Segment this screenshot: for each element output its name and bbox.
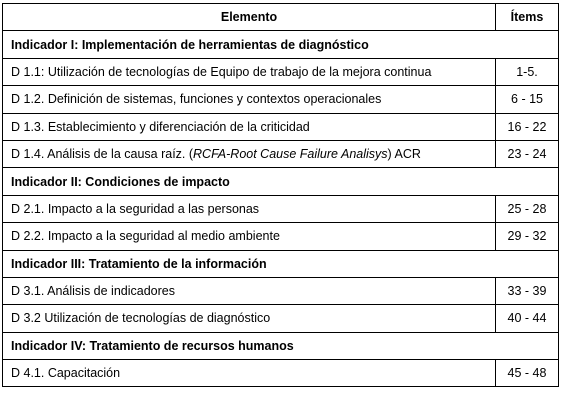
table-row xyxy=(3,195,559,222)
indicator-title: Indicador IV: Tratamiento de recursos humanos xyxy=(3,332,559,359)
indicator-row xyxy=(3,168,559,195)
indicator-row xyxy=(3,250,559,277)
row-elemento: D 2.1. Impacto a la seguridad a las personas xyxy=(3,195,496,222)
row-elemento: D 1.1: Utilización de tecnologías de Equipo de trabajo de la mejora continua xyxy=(3,58,496,85)
table-row xyxy=(3,360,559,387)
row-items: 1-5. xyxy=(496,58,559,85)
row-elemento: D 4.1. Capacitación xyxy=(3,360,496,387)
table-row xyxy=(3,305,559,332)
header-row xyxy=(3,4,559,31)
header-items: Ítems xyxy=(496,4,559,31)
header-elemento: Elemento xyxy=(3,4,496,31)
indicator-row xyxy=(3,31,559,58)
indicator-row xyxy=(3,332,559,359)
row-elemento-prefix: D 1.4. Análisis de la causa raíz. ( xyxy=(11,147,194,162)
row-items: 25 - 28 xyxy=(496,195,559,222)
row-elemento: D 2.2. Impacto a la seguridad al medio ambiente xyxy=(3,223,496,250)
row-elemento: D 1.3. Establecimiento y diferenciación de la criticidad xyxy=(3,113,496,140)
table-row xyxy=(3,86,559,113)
table-row xyxy=(3,277,559,304)
row-elemento-suffix: ) ACR xyxy=(387,147,421,162)
row-items: 40 - 44 xyxy=(496,305,559,332)
row-items: 23 - 24 xyxy=(496,140,559,167)
table-row xyxy=(3,58,559,85)
indicator-title: Indicador I: Implementación de herramientas de diagnóstico xyxy=(3,31,559,58)
row-elemento xyxy=(3,140,496,167)
row-elemento: D 3.1. Análisis de indicadores xyxy=(3,277,496,304)
row-elemento: D 3.2 Utilización de tecnologías de diagnóstico xyxy=(3,305,496,332)
indicator-title: Indicador III: Tratamiento de la información xyxy=(3,250,559,277)
table-row xyxy=(3,223,559,250)
row-items: 29 - 32 xyxy=(496,223,559,250)
row-items: 45 - 48 xyxy=(496,360,559,387)
elements-table xyxy=(2,3,559,387)
row-elemento: D 1.2. Definición de sistemas, funciones y contextos operacionales xyxy=(3,86,496,113)
row-items: 6 - 15 xyxy=(496,86,559,113)
row-items: 33 - 39 xyxy=(496,277,559,304)
table-row xyxy=(3,113,559,140)
indicator-title: Indicador II: Condiciones de impacto xyxy=(3,168,559,195)
table-row xyxy=(3,140,559,167)
row-items: 16 - 22 xyxy=(496,113,559,140)
row-elemento-italic: RCFA-Root Cause Failure Analisys xyxy=(193,147,388,162)
